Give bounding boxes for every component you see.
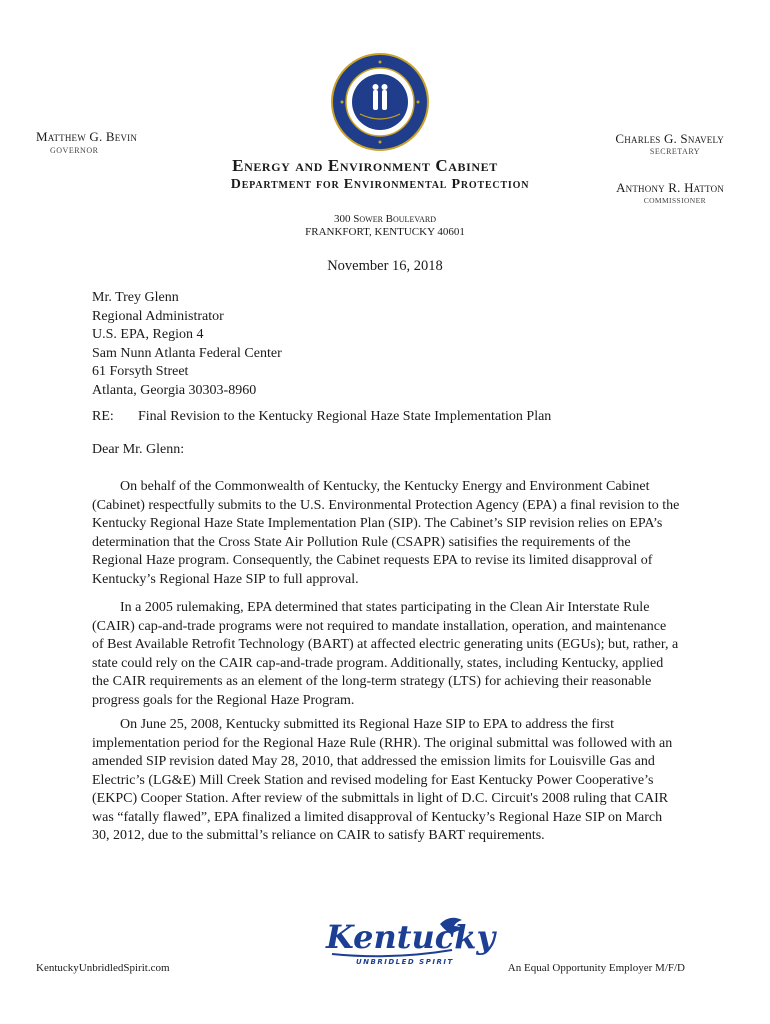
address-line-2: FRANKFORT, KENTUCKY 40601 <box>305 226 465 238</box>
body-paragraph-2 <box>92 599 680 710</box>
commissioner-name: Anthony R. Hatton <box>616 180 724 195</box>
body-paragraph-1 <box>92 478 680 589</box>
recipient-address <box>92 289 282 401</box>
logo-word: Kentucky <box>326 918 496 956</box>
department-heading <box>0 177 770 193</box>
recipient-line: Sam Nunn Atlanta Federal Center <box>92 345 282 361</box>
footer-equal-opportunity: An Equal Opportunity Employer M/F/D <box>507 962 685 974</box>
paragraph-text: On June 25, 2008, Kentucky submitted its Regional Haze SIP to EPA to address the first implementation period for the Regional Haze Rule (RHR). The original submittal was followed with an amended SIP revision dated May 28, 2010, that addressed the emission limits for Louisville Gas and Electric’s (LG&E) Mill Creek Station and revised modeling for East Kentucky Power Cooperative’s (EKPC) Cooper Station. After review of the submittals in light of D.C. Circuit's 2008 ruling that CAIR was “fatally flawed”, EPA finalized a limited disapproval of Kentucky’s Regional Haze SIP on March 30, 2012, due to the submittal’s reliance on CAIR to satisfy BART requirements. <box>92 717 673 843</box>
secretary-title: SECRETARY <box>649 147 700 156</box>
footer-website: KentuckyUnbridledSpirit.com <box>36 962 170 974</box>
cabinet-heading <box>0 156 770 176</box>
address-line-1: 300 Sower Boulevard <box>334 213 436 225</box>
re-subject: Final Revision to the Kentucky Regional Haze State Implementation Plan <box>138 409 552 424</box>
cabinet-name: Energy and Environment Cabinet <box>232 156 498 175</box>
kentucky-unbridled-spirit-logo-icon <box>322 910 496 968</box>
governor-title: GOVERNOR <box>50 146 99 155</box>
secretary-name: Charles G. Snavely <box>615 131 724 146</box>
body-paragraph-3 <box>92 716 680 846</box>
recipient-line: Regional Administrator <box>92 308 224 324</box>
governor-name: Matthew G. Bevin <box>36 129 138 144</box>
salutation: Dear Mr. Glenn: <box>92 442 185 457</box>
letter-date: November 16, 2018 <box>327 258 443 274</box>
paragraph-text: On behalf of the Commonwealth of Kentucky, the Kentucky Energy and Environment Cabinet (Cabinet) respectfully submits to the U.S. Environmental Protection Agency (EPA) a final revision to the Kentucky Regional Haze State Implementation Plan (SIP). The Cabinet’s SIP revision relies on EPA’s determination that the Cross State Air Pollution Rule (CSAPR) satisifies the requirements of the Regional Haze program. Consequently, the Cabinet requests EPA to revise its limited disapproval of Kentucky’s Regional Haze SIP to full approval. <box>92 479 680 587</box>
recipient-line: Mr. Trey Glenn <box>92 290 179 305</box>
commissioner-title: COMMISSIONER <box>643 196 706 205</box>
re-label: RE: <box>92 409 114 424</box>
recipient-line: U.S. EPA, Region 4 <box>92 327 204 343</box>
recipient-line: Atlanta, Georgia 30303-8960 <box>92 382 257 398</box>
department-name: Department for Environmental Protection <box>230 177 530 192</box>
paragraph-text: In a 2005 rulemaking, EPA determined that states participating in the Clean Air Interstate Rule (CAIR) cap-and-trade programs were not required to mandate installation, operation, and maintenance of Best Available Retrofit Technology (BART) at affected electric generating units (EGUs); but, rather, a state could rely on the CAIR cap-and-trade program. Additionally, states, including Kentucky, applied the CAIR requirements as an element of the long-term strategy (LTS) for achieving their reasonable progress goals for the Regional Haze Program. <box>92 600 679 708</box>
kentucky-seal-icon <box>330 52 430 152</box>
recipient-line: 61 Forsyth Street <box>92 364 189 380</box>
logo-tagline: UNBRIDLED SPIRIT <box>356 958 454 966</box>
